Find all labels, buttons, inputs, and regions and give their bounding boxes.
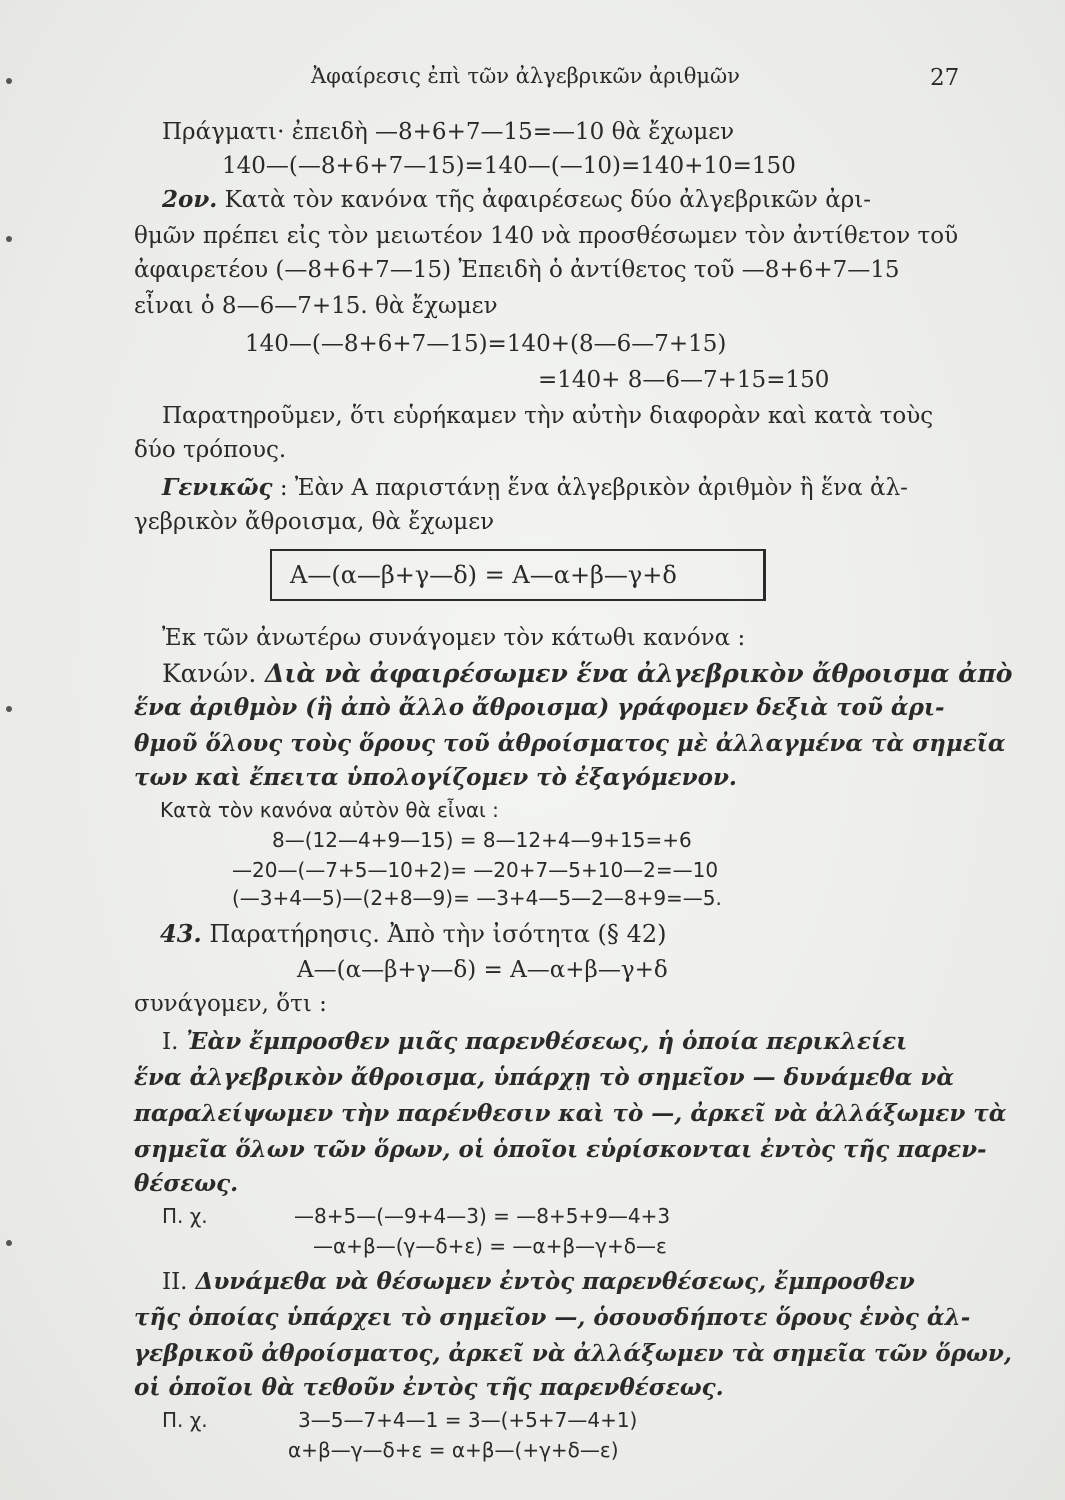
text-line [162, 660, 1012, 688]
text-line: σημεῖα ὅλων τῶν ὅρων, οἱ ὁποῖοι εὑρίσκονται ἐντὸς τῆς παρεν- [134, 1136, 987, 1163]
item-label: Γενικῶς [162, 474, 273, 501]
text-span: Ἐὰν ἔμπροσθεν μιᾶς παρενθέσεως, ἡ ὁποία περικλείει [178, 1028, 908, 1055]
text-line: ἕνα ἀριθμὸν (ἢ ἀπὸ ἄλλο ἄθροισμα) γράφομεν δεξιὰ τοῦ ἀρι- [134, 694, 945, 721]
text-line: θμοῦ ὅλους τοὺς ὅρους τοῦ ἀθροίσματος μὲ ἀλλαγμένα τὰ σημεῖα [134, 730, 1006, 757]
text-line: γεβρικὸν ἄθροισμα, θὰ ἔχωμεν [134, 509, 495, 535]
text-line: θμῶν πρέπει εἰς τὸν μειωτέον 140 νὰ προσθέσωμεν τὸν ἀντίθετον τοῦ [134, 223, 959, 249]
text-line: Κατὰ τὸν κανόνα αὐτὸν θὰ εἶναι : [160, 798, 499, 822]
text-line: συνάγομεν, ὅτι : [134, 991, 327, 1017]
example-label: Π. χ. [162, 1408, 208, 1432]
text-span: Κατὰ τὸν κανόνα τῆς ἀφαιρέσεως δύο ἀλγεβρικῶν ἀρι- [217, 187, 872, 213]
text-line: Πράγματι· ἐπειδὴ —8+6+7—15=—10 θὰ ἔχωμεν [162, 119, 735, 145]
text-line: εἶναι ὁ 8—6—7+15. θὰ ἔχωμεν [134, 293, 498, 319]
text-line: παραλείψωμεν τὴν παρένθεσιν καὶ τὸ —, ἀρκεῖ νὰ ἀλλάξωμεν τὰ [134, 1100, 1007, 1127]
running-title: Ἀφαίρεσις ἐπὶ τῶν ἀλγεβρικῶν ἀριθμῶν [311, 64, 740, 88]
text-line: τῆς ὁποίας ὑπάρχει τὸ σημεῖον —, ὁσουσδήποτε ὅρους ἑνὸς ἀλ- [134, 1304, 971, 1331]
equation-line: 8—(12—4+9—15) = 8—12+4—9+15=+6 [272, 828, 692, 852]
text-line [160, 920, 666, 948]
section-number: 43. [160, 919, 202, 948]
text-line: οἱ ὁποῖοι θὰ τεθοῦν ἐντὸς τῆς παρενθέσεως. [134, 1374, 724, 1401]
equation-span: —8+5—(—9+4—3) = —8+5+9—4+3 [294, 1204, 671, 1228]
text-span: Διὰ νὰ ἀφαιρέσωμεν ἕνα ἀλγεβρικὸν ἄθροισμα ἀπὸ [256, 659, 1013, 688]
equation-span: 3—5—7+4—1 = 3—(+5+7—4+1) [298, 1408, 638, 1432]
equation-line: α+β—γ—δ+ε = α+β—(+γ+δ—ε) [288, 1438, 619, 1462]
rule-label: Κανών. [162, 659, 257, 688]
item-label: 2ον. [162, 186, 218, 213]
equation-line: 140—(—8+6+7—15)=140—(—10)=140+10=150 [222, 153, 796, 179]
binding-hole-mark [6, 706, 12, 712]
page-number: 27 [930, 65, 960, 91]
binding-hole-mark [6, 78, 12, 84]
text-span: Παρατήρησις. Ἀπὸ τὴν ἰσότητα (§ 42) [201, 920, 667, 948]
text-line [162, 186, 871, 214]
equation-line: —α+β—(γ—δ+ε) = —α+β—γ+δ—ε [313, 1234, 667, 1258]
text-line: ἕνα ἀλγεβρικὸν ἄθροισμα, ὑπάρχῃ τὸ σημεῖον — δυνάμεθα νὰ [134, 1064, 955, 1091]
text-line [162, 1268, 915, 1296]
text-span: : Ἐὰν Α παριστάνῃ ἕνα ἀλγεβρικὸν ἀριθμὸν ἢ ἕνα ἀλ- [272, 475, 908, 501]
equation-line: Α—(α—β+γ—δ) = Α—α+β—γ+δ [297, 957, 668, 983]
text-line: Παρατηροῦμεν, ὅτι εὑρήκαμεν τὴν αὐτὴν διαφορὰν καὶ κατὰ τοὺς [162, 403, 934, 429]
equation-line: =140+ 8—6—7+15=150 [538, 367, 830, 393]
equation-line: —20—(—7+5—10+2)= —20+7—5+10—2=—10 [232, 858, 719, 882]
text-line: γεβρικοῦ ἀθροίσματος, ἀρκεῖ νὰ ἀλλάξωμεν τὰ σημεῖα τῶν ὅρων, [134, 1340, 1012, 1367]
boxed-formula-text: Α—(α—β+γ—δ) = Α—α+β—γ+δ [290, 561, 677, 589]
text-line: Ἐκ τῶν ἀνωτέρω συνάγομεν τὸν κάτωθι κανόνα : [162, 625, 746, 651]
text-line [162, 1028, 907, 1056]
equation-line: 140—(—8+6+7—15)=140+(8—6—7+15) [245, 331, 727, 357]
equation-line: (—3+4—5)—(2+8—9)= —3+4—5—2—8+9=—5. [232, 886, 722, 910]
text-line: των καὶ ἔπειτα ὑπολογίζομεν τὸ ἐξαγόμενον. [134, 764, 737, 791]
binding-hole-mark [6, 1240, 12, 1246]
text-line: ἀφαιρετέου (—8+6+7—15) Ἐπειδὴ ὁ ἀντίθετος τοῦ —8+6+7—15 [134, 257, 900, 283]
boxed-formula [270, 549, 766, 601]
text-line [162, 474, 908, 502]
binding-hole-mark [6, 236, 12, 242]
text-line [162, 1406, 637, 1434]
text-line: θέσεως. [134, 1170, 239, 1197]
item-label: Ι. [162, 1029, 179, 1055]
text-line: δύο τρόπους. [134, 437, 287, 463]
text-span: Δυνάμεθα νὰ θέσωμεν ἐντὸς παρενθέσεως, ἔμπροσθεν [187, 1268, 915, 1295]
item-label: ΙΙ. [162, 1269, 188, 1295]
example-label: Π. χ. [162, 1204, 208, 1228]
text-line [162, 1202, 670, 1230]
